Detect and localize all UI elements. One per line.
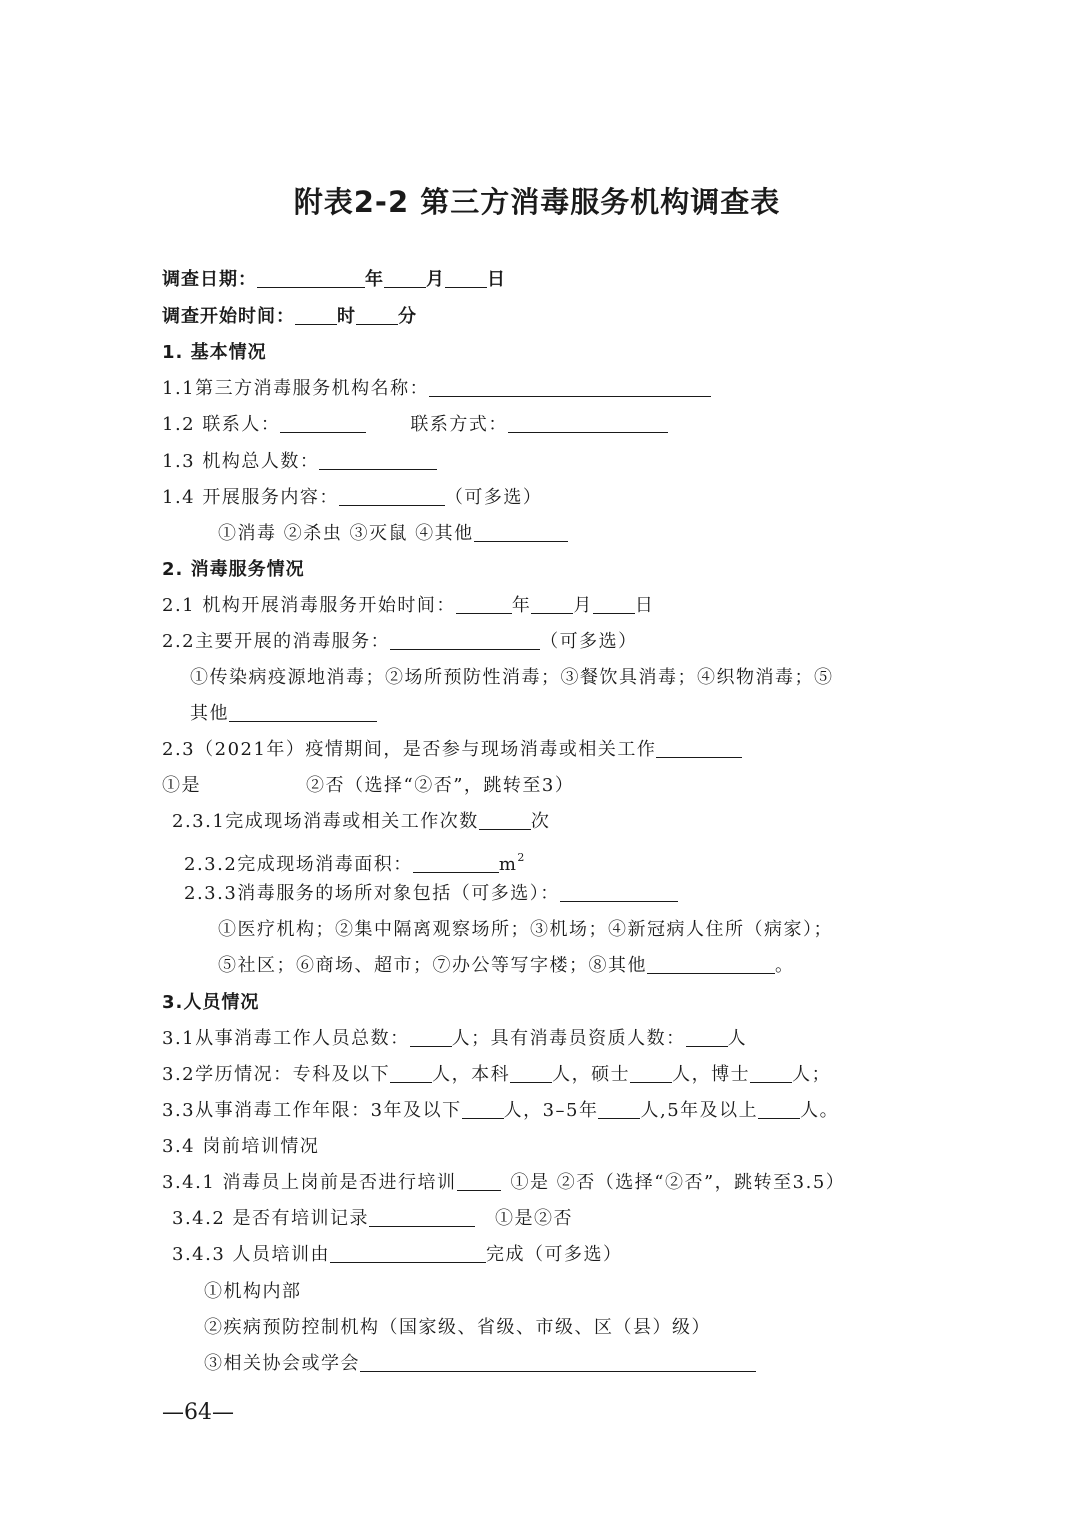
survey-date-line: 调查日期： 年 月 日: [162, 269, 506, 290]
page-number: —64—: [162, 1400, 234, 1425]
venue-types-blank[interactable]: [560, 883, 678, 902]
q1-3-line: 1.3 机构总人数：: [162, 450, 437, 474]
hour-blank[interactable]: [295, 306, 337, 325]
years-3to5-blank[interactable]: [598, 1100, 640, 1119]
start-year-blank[interactable]: [456, 595, 512, 614]
q2-2-line: 2.2主要开展的消毒服务： （可多选）: [162, 631, 638, 652]
total-staff-blank[interactable]: [319, 451, 437, 470]
training-provider-blank[interactable]: [330, 1244, 486, 1263]
q2-2-options-line2: 其他: [190, 702, 377, 726]
month-blank[interactable]: [384, 269, 426, 288]
participation-blank[interactable]: [656, 739, 742, 758]
q3-3-line: 3.3从事消毒工作年限：3年及以下 人，3–5年 人,5年及以上 人。: [162, 1100, 840, 1121]
survey-start-time-line: 调查开始时间： 时 分: [162, 306, 417, 327]
q3-4-3-option-1: ①机构内部: [204, 1281, 302, 1302]
q3-4-3-line: 3.4.3 人员培训由 完成（可多选）: [172, 1244, 623, 1265]
years-ge5-blank[interactable]: [758, 1100, 800, 1119]
q2-3-option-no[interactable]: ②否（选择“②否”，跳转至3）: [306, 775, 575, 796]
contact-method-blank[interactable]: [508, 414, 668, 433]
doctor-blank[interactable]: [750, 1064, 792, 1083]
qualified-workers-blank[interactable]: [686, 1028, 728, 1047]
other-service-blank[interactable]: [474, 523, 568, 542]
section-3-heading: 3.人员情况: [162, 992, 260, 1013]
document-title: 附表2-2 第三方消毒服务机构调查表: [293, 185, 781, 219]
year-blank[interactable]: [257, 269, 365, 288]
times-blank[interactable]: [479, 811, 531, 830]
training-record-blank[interactable]: [369, 1208, 475, 1227]
bachelor-blank[interactable]: [510, 1064, 552, 1083]
q2-3-1-line: 2.3.1完成现场消毒或相关工作次数 次: [172, 811, 551, 832]
q1-4-line: 1.4 开展服务内容： （可多选）: [162, 487, 543, 508]
q3-4-3-option-2: ②疾病预防控制机构（国家级、省级、市级、区（县）级）: [204, 1317, 711, 1338]
contact-person-blank[interactable]: [280, 414, 366, 433]
section-2-heading: 2. 消毒服务情况: [162, 559, 305, 580]
q2-3-line: 2.3（2021年）疫情期间，是否参与现场消毒或相关工作: [162, 738, 742, 762]
service-content-blank[interactable]: [339, 487, 445, 506]
association-blank[interactable]: [360, 1353, 756, 1372]
college-blank[interactable]: [390, 1064, 432, 1083]
other-venue-blank[interactable]: [647, 955, 775, 974]
pretraining-blank[interactable]: [457, 1172, 501, 1191]
main-services-blank[interactable]: [390, 631, 540, 650]
minute-blank[interactable]: [356, 306, 398, 325]
start-day-blank[interactable]: [593, 595, 635, 614]
q2-3-option-yes[interactable]: ①是: [162, 775, 201, 796]
org-name-blank[interactable]: [429, 378, 711, 397]
q2-1-line: 2.1 机构开展消毒服务开始时间： 年 月 日: [162, 595, 655, 616]
q3-4-3-option-3: ③相关协会或学会: [204, 1352, 756, 1376]
q2-3-3-options-line1: ①医疗机构；②集中隔离观察场所；③机场；④新冠病人住所（病家）；: [218, 919, 833, 940]
other-disinfection-blank[interactable]: [229, 703, 377, 722]
q2-3-3-line: 2.3.3消毒服务的场所对象包括（可多选）：: [184, 882, 678, 906]
master-blank[interactable]: [630, 1064, 672, 1083]
q1-1-line: 1.1第三方消毒服务机构名称：: [162, 377, 711, 401]
total-workers-blank[interactable]: [410, 1028, 452, 1047]
years-le3-blank[interactable]: [462, 1100, 504, 1119]
area-blank[interactable]: [413, 854, 499, 873]
q3-4-2-line: 3.4.2 是否有培训记录 ①是②否: [172, 1208, 574, 1229]
q2-3-2-line: 2.3.2完成现场消毒面积： $m^2$: [184, 851, 526, 875]
start-month-blank[interactable]: [531, 595, 573, 614]
q1-2-line: 1.2 联系人： 联系方式：: [162, 413, 668, 437]
q3-2-line: 3.2学历情况：专科及以下 人，本科 人，硕士 人，博士 人；: [162, 1064, 832, 1085]
q3-4-1-line: 3.4.1 消毒员上岗前是否进行培训 ①是 ②否（选择“②否”，跳转至3.5）: [162, 1172, 846, 1193]
day-blank[interactable]: [445, 269, 487, 288]
q3-4-line: 3.4 岗前培训情况: [162, 1136, 320, 1157]
section-1-heading: 1. 基本情况: [162, 342, 267, 363]
q2-3-3-options-line2: ⑤社区；⑥商场、超市；⑦办公等写字楼；⑧其他 。: [218, 955, 795, 976]
q3-1-line: 3.1从事消毒工作人员总数： 人；具有消毒员资质人数： 人: [162, 1028, 748, 1049]
q2-2-options-line1: ①传染病疫源地消毒；②场所预防性消毒；③餐饮具消毒；④织物消毒；⑤: [190, 667, 834, 688]
q1-4-options: ①消毒 ②杀虫 ③灭鼠 ④其他: [218, 522, 568, 546]
